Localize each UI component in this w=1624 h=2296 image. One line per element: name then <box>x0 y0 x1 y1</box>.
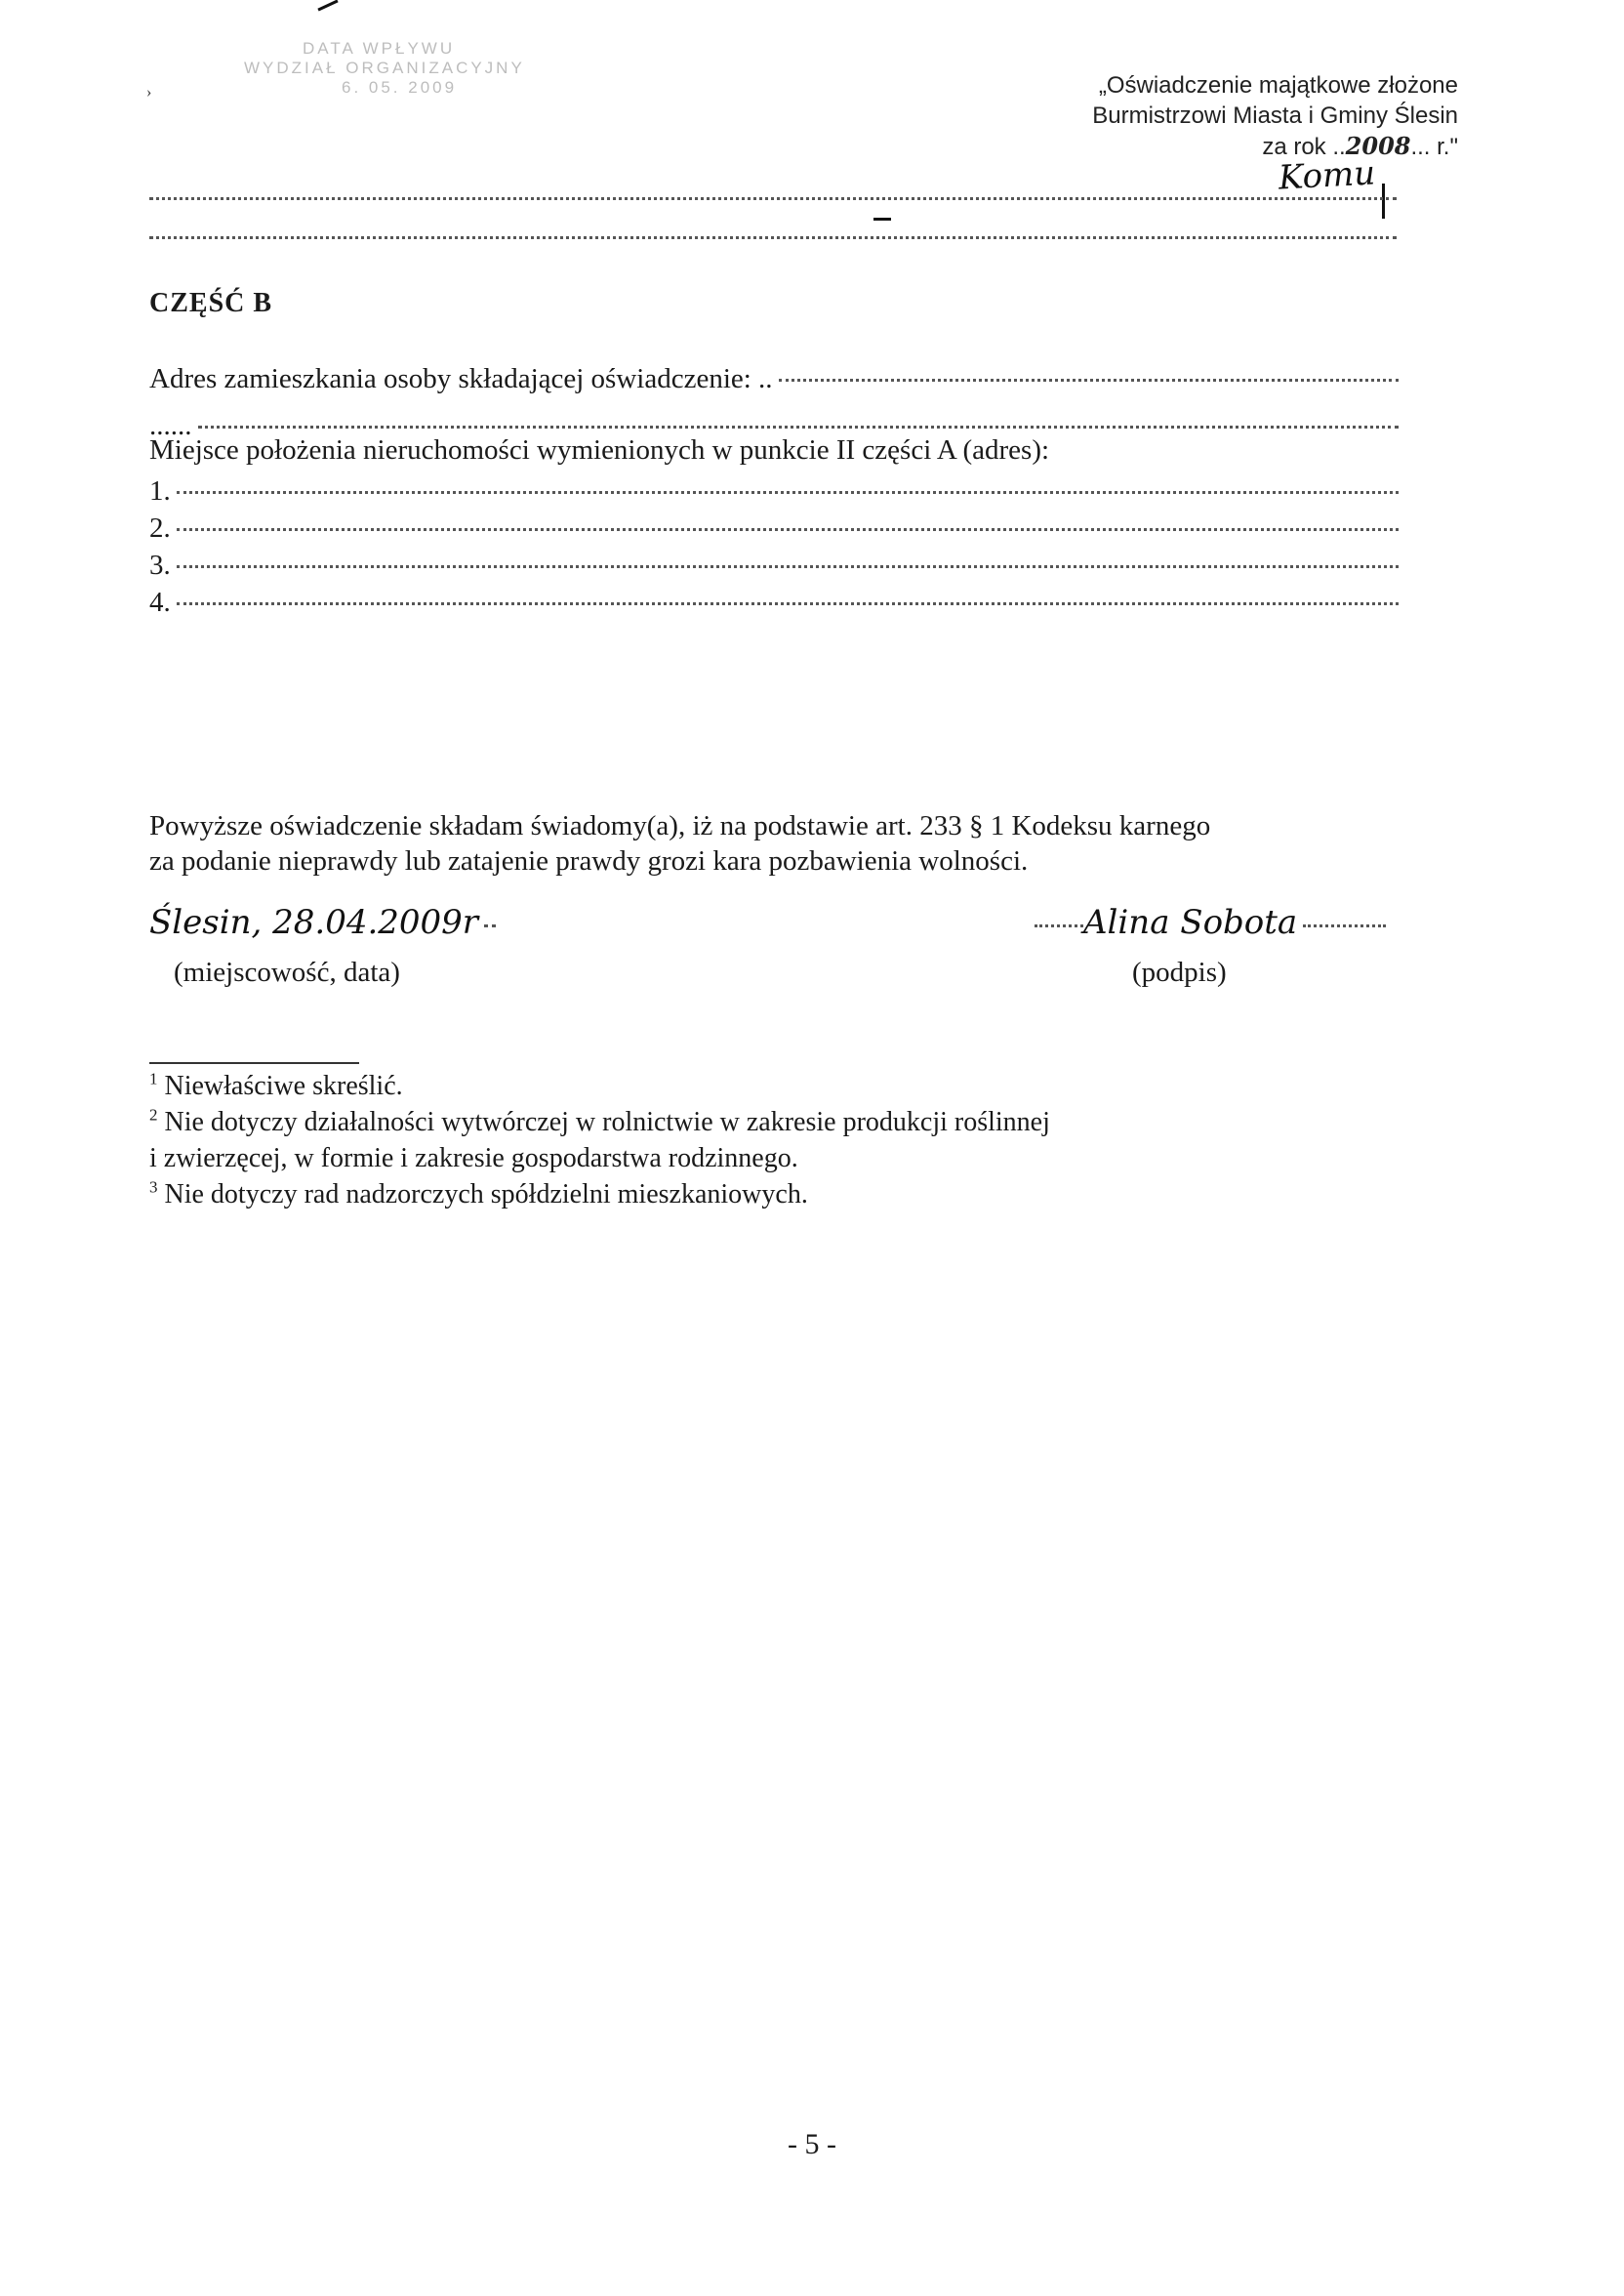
header-year-prefix: za rok .. <box>1262 134 1346 160</box>
small-dash <box>873 218 891 221</box>
property-item-number: 3. <box>149 550 171 581</box>
place-date-fill <box>484 924 496 927</box>
header-line-2: Burmistrzowi Miasta i Gminy Ślesin <box>1092 102 1458 129</box>
property-row-4 <box>149 585 1399 620</box>
signature-leading-dots <box>1035 924 1083 927</box>
scan-tick: › <box>146 84 152 101</box>
footnote-text: Nie dotyczy rad nadzorczych spółdzielni mieszkaniowych. <box>164 1179 808 1210</box>
stamp-line-1: DATA WPŁYWU <box>303 39 456 58</box>
address-continuation: ...... <box>149 410 192 441</box>
header-line-1: „Oświadczenie majątkowe złożone <box>1098 72 1458 99</box>
property-fill-line <box>177 528 1399 531</box>
address-label: Adres zamieszkania osoby składającej oświadczenie: .. <box>149 363 773 394</box>
stamp-line-2: WYDZIAŁ ORGANIZACYJNY <box>244 59 525 77</box>
property-row-2 <box>149 511 1399 546</box>
footnote-marker: 3 <box>149 1177 158 1197</box>
declaration-line-1: Powyższe oświadczenie składam świadomy(a), iż na podstawie art. 233 § 1 Kodeksu karnego <box>149 810 1211 841</box>
property-item-number: 1. <box>149 475 171 507</box>
footnote-2-cont <box>149 1140 1050 1176</box>
handwritten-signature: Alina Sobota <box>1083 903 1298 942</box>
footnote-marker: 2 <box>149 1105 158 1125</box>
footnote-text: Niewłaściwe skreślić. <box>164 1071 403 1101</box>
place-date-field <box>149 903 496 942</box>
property-item-number: 2. <box>149 512 171 544</box>
footnote-marker: 1 <box>149 1069 158 1088</box>
footnote-text: i zwierzęcej, w formie i zakresie gospodarstwa rodzinnego. <box>149 1143 798 1173</box>
handwritten-komu: Komu <box>1278 153 1377 198</box>
page-number: - 5 - <box>788 2128 836 2160</box>
address-row <box>149 361 1399 396</box>
property-fill-line <box>177 491 1399 494</box>
dotted-line-2 <box>149 236 1397 239</box>
receipt-stamp <box>244 39 595 98</box>
handwritten-stroke <box>1382 184 1385 219</box>
signature-field <box>1035 903 1386 942</box>
property-row-1 <box>149 473 1399 509</box>
signature-fill <box>1303 924 1386 927</box>
property-label: Miejsce położenia nieruchomości wymienionych w punkcie II części A (adres): <box>149 434 1050 466</box>
section-heading: CZĘŚĆ B <box>149 288 273 318</box>
scan-mark <box>317 0 338 12</box>
document-header <box>1092 70 1458 162</box>
address-fill-line <box>779 379 1399 382</box>
signature-label: (podpis) <box>1132 957 1227 988</box>
footnote-text: Nie dotyczy działalności wytwórczej w rolnictwie w zakresie produkcji roślinnej <box>164 1107 1050 1137</box>
property-fill-line <box>177 602 1399 605</box>
handwritten-place-date: Ślesin, 28.04.2009r <box>149 903 479 942</box>
header-year-suffix: ... r." <box>1410 134 1458 160</box>
footnote-1 <box>149 1068 1050 1104</box>
footnotes <box>149 1068 1050 1212</box>
place-date-label: (miejscowość, data) <box>174 957 400 988</box>
footnote-3 <box>149 1176 1050 1212</box>
property-fill-line <box>177 565 1399 568</box>
property-item-number: 4. <box>149 587 171 618</box>
property-row-3 <box>149 548 1399 583</box>
dotted-line-1 <box>149 197 1397 200</box>
address-continuation-fill <box>198 426 1400 429</box>
footnote-separator <box>149 1062 359 1064</box>
handwritten-year: 2008 <box>1345 132 1411 160</box>
stamp-line-3: 6. 05. 2009 <box>342 78 458 97</box>
footnote-2 <box>149 1104 1050 1140</box>
declaration-line-2: za podanie nieprawdy lub zatajenie prawdy grozi kara pozbawienia wolności. <box>149 845 1029 877</box>
header-line-3 <box>1092 131 1458 162</box>
